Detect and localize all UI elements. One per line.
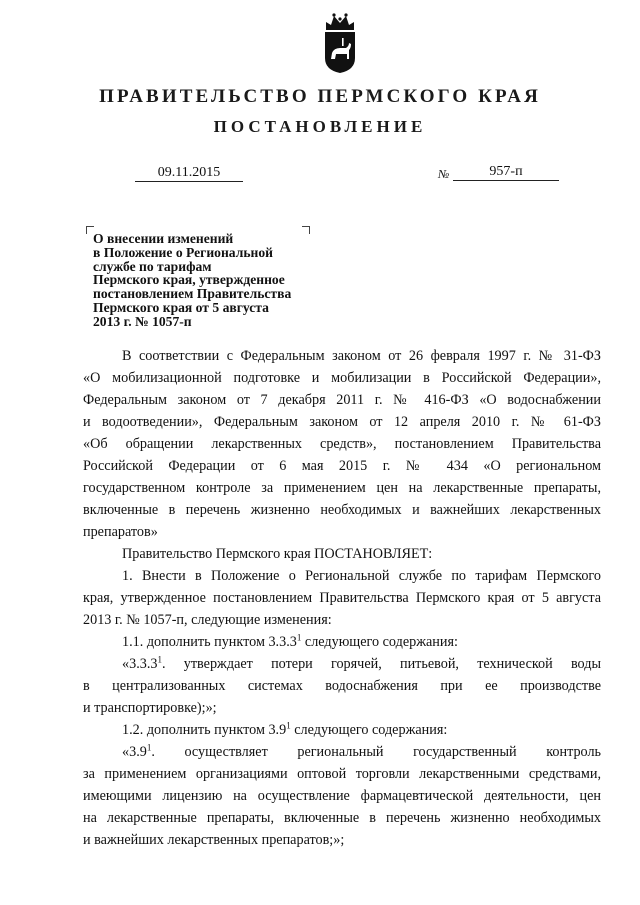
body-line: 1.2. дополнить пунктом $3.9^1$ следующего содержания: <box>122 720 448 738</box>
number-sign: № <box>438 167 450 181</box>
subject-line: О внесении изменений <box>93 231 234 246</box>
perm-krai-coat-of-arms-icon <box>322 10 358 74</box>
body-line: 1.1. дополнить пунктом 3.3.3$^1$ следующего содержания: <box>122 632 458 650</box>
body-line: за применением организациями оптовой торговли лекарственными средствами, <box>83 766 601 782</box>
body-line: Федеральным законом от 7 декабря 2011 г. № 416-ФЗ «О водоснабжении <box>83 392 601 408</box>
body-line: 2013 г. № 1057-п, следующие изменения: <box>83 612 332 628</box>
body-line: «Об обращении лекарственных средств», постановлением Правительства <box>83 436 601 452</box>
body-line: края, утвержденное постановлением Правительства Пермского края от 5 августа <box>83 590 601 606</box>
document-type: ПОСТАНОВЛЕНИЕ <box>213 117 427 136</box>
subject-line: Пермского края от 5 августа <box>93 299 269 315</box>
subject-line: в Положение о Региональной <box>93 244 274 260</box>
body-line: В соответствии с Федеральным законом от 26 февраля 1997 г. № 31-ФЗ <box>122 348 601 364</box>
subject-line: Пермского края, утвержденное <box>93 272 285 288</box>
subject-line: постановлением Правительства <box>93 286 292 302</box>
body-line: и транспортировке);»; <box>83 700 217 716</box>
subject-line: службе по тарифам <box>93 258 212 274</box>
decree-date: 09.11.2015 <box>135 165 243 182</box>
body-line: в централизованных системах водоснабжения при ее производстве <box>83 678 601 694</box>
body-line: «$3.9^1$. осуществляет региональный государственный контроль <box>122 742 601 760</box>
decree-number: 957-п <box>453 164 559 181</box>
body-line: «3.3.3$^1$. утверждает потери горячей, питьевой, технической воды <box>122 654 601 672</box>
body-line: на лекарственные препараты, включенные в перечень жизненно необходимых <box>83 810 601 826</box>
decree-subject <box>93 232 318 329</box>
body-line: имеющими лицензию на осуществление фармацевтической деятельности, цен <box>83 788 601 804</box>
body-line: Правительство Пермского края ПОСТАНОВЛЯЕТ: <box>122 546 433 562</box>
body-line: включенные в перечень жизненно необходимых и важнейших лекарственных <box>83 502 601 518</box>
body-line: 1. Внести в Положение о Региональной службе по тарифам Пермского <box>122 568 601 584</box>
body-line: «О мобилизационной подготовке и мобилизации в Российской Федерации», <box>83 370 601 386</box>
body-line: и водоотведении», Федеральным законом от 12 апреля 2010 г. № 61-ФЗ <box>83 414 601 430</box>
body-line: Российской Федерации от 6 мая 2015 г. № 434 «О региональном <box>83 458 601 474</box>
body-line: государственном контроле за применением цен на лекарственные препараты, <box>83 480 601 496</box>
subject-line: 2013 г. № 1057-п <box>93 313 192 329</box>
government-title: ПРАВИТЕЛЬСТВО ПЕРМСКОГО КРАЯ <box>99 86 541 107</box>
body-line: препаратов» <box>83 524 158 540</box>
body-line: и важнейших лекарственных препаратов;»; <box>83 832 345 848</box>
